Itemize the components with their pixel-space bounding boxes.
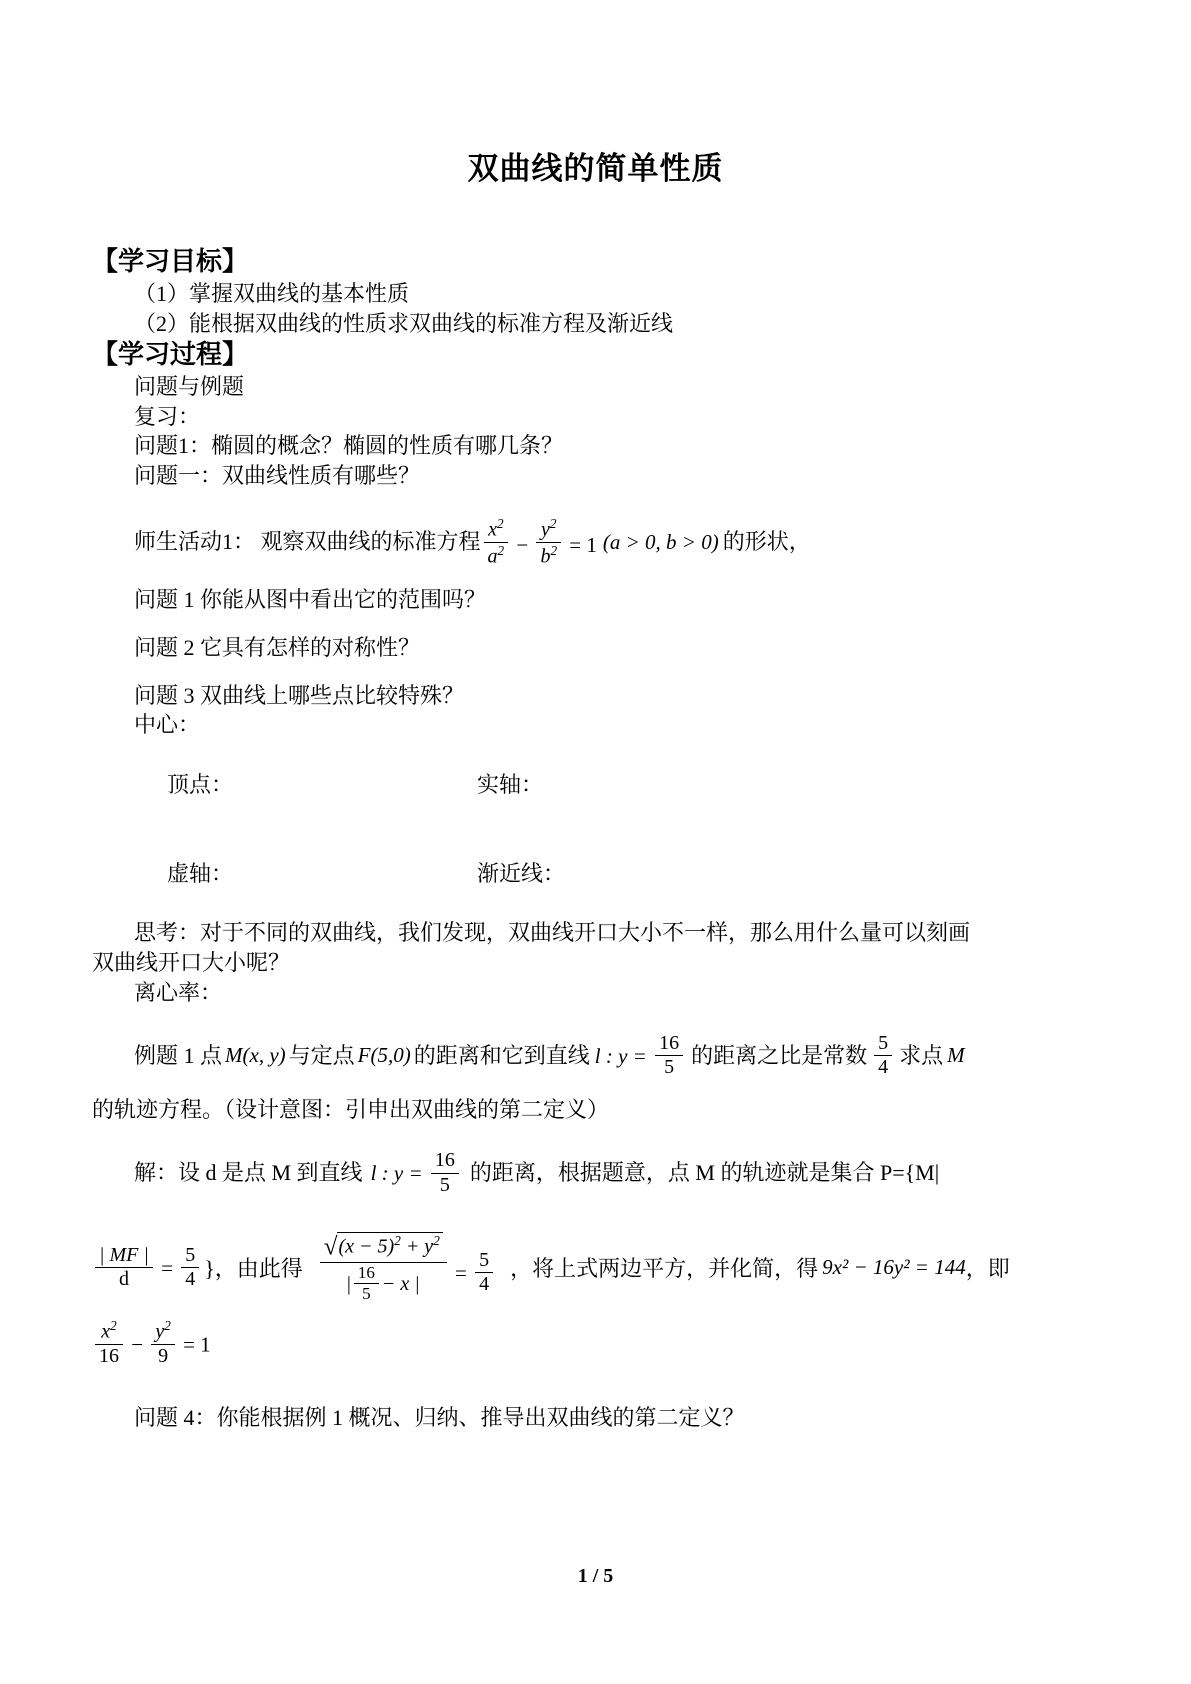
think-line-1: 思考：对于不同的双曲线，我们发现，双曲线开口大小不一样，那么用什么量可以刻画 xyxy=(134,920,971,946)
point-M: M(x, y) xyxy=(225,1043,286,1068)
question-special-points: 问题 3 双曲线上哪些点比较特殊？ xyxy=(134,682,465,708)
think-line-2: 双曲线开口大小呢？ xyxy=(92,949,291,975)
fraction-5-4: $\frac{5}{4}$ xyxy=(874,1033,892,1078)
question-range: 问题 1 你能从图中看出它的范围吗？ xyxy=(134,587,487,613)
tail-M: M xyxy=(947,1043,965,1068)
imaginary-axis-label: 虚轴： xyxy=(167,860,234,886)
objectives-heading: 【学习目标】 xyxy=(92,247,249,277)
solution-lead: 解：设 d 是点 M 到直线 xyxy=(134,1160,363,1186)
activity-1-suffix: 的形状， xyxy=(722,529,811,554)
question-symmetry: 问题 2 它具有怎样的对称性？ xyxy=(134,635,421,661)
solution-derivation-row xyxy=(92,1232,1099,1303)
example-line-2: 的轨迹方程。（设计意图：引申出双曲线的第二定义） xyxy=(92,1096,610,1122)
real-axis-label: 实轴： xyxy=(477,771,544,797)
vertex-real-axis-row xyxy=(92,740,1099,829)
example-mid-4: 求点 xyxy=(899,1042,944,1068)
numerator-sqrt: $√(x - 5)^2 + y^2$ xyxy=(320,1232,447,1263)
solution-mid-1: 的距离，根据题意，点 M 的轨迹就是集合 P={M| xyxy=(469,1160,940,1186)
imaginary-asymptote-row xyxy=(92,829,1099,918)
solution-line-l: l : y = $\frac{16}{5}$ xyxy=(371,1150,462,1195)
question-one: 问题一：双曲线性质有哪些？ xyxy=(134,462,421,488)
solution-line-1 xyxy=(92,1150,1099,1195)
example-mid-2: 的距离和它到直线 xyxy=(413,1042,590,1068)
fraction-5-4-solution: $\frac{5}{4}$ xyxy=(181,1245,199,1290)
solution-brace: }，由此得 xyxy=(204,1255,303,1281)
fraction-5-4-rhs: $\frac{5}{4}$ xyxy=(475,1250,493,1295)
objective-item-1: （1）掌握双曲线的基本性质 xyxy=(134,281,410,307)
fraction-distance-ratio xyxy=(320,1232,447,1303)
process-intro: 问题与例题 xyxy=(134,373,245,399)
final-equation-row xyxy=(92,1319,1099,1367)
minus-sign: − xyxy=(516,532,529,557)
document-body xyxy=(0,246,1191,1433)
objective-item-2: （2）能根据双曲线的性质求双曲线的标准方程及渐近线 xyxy=(134,310,674,336)
simplified-equation: 9x² − 16y² = 144 xyxy=(822,1254,966,1279)
eccentricity-label: 离心率： xyxy=(134,979,223,1005)
solution-mid-3: ，即 xyxy=(965,1255,1010,1281)
equation-rhs: = 1 xyxy=(569,532,597,557)
page-title: 双曲线的简单性质 xyxy=(467,151,724,187)
equation-condition: (a > 0, b > 0) xyxy=(602,529,719,554)
fraction-16-5-solution: $\frac{16}{5}$ xyxy=(431,1150,459,1195)
fraction-y2-b2: $\frac{y^2}{b^2}$ xyxy=(536,517,561,568)
example-mid-1: 与定点 xyxy=(288,1042,355,1068)
vertex-label: 顶点： xyxy=(167,771,234,797)
hyperbola-standard-equation xyxy=(481,517,597,568)
fraction-y2-9: $\frac{y^2}{9}$ xyxy=(151,1319,174,1367)
denominator-abs: | $\frac{16}{5}$ − x | xyxy=(346,1262,420,1303)
example-1-line xyxy=(92,1033,1099,1078)
activity-1-prefix: 师生活动1： 观察双曲线的标准方程 xyxy=(134,529,481,554)
line-l-equation: l : y = $\frac{16}{5}$ xyxy=(595,1033,686,1078)
center-label: 中心： xyxy=(134,712,201,738)
distance-ratio-equation: $√(x - 5)^2 + y^2$ | $\frac{16}{5}$ − x | = $\frac{5}{4}$ xyxy=(317,1232,496,1303)
example-mid-3: 的距离之比是常数 xyxy=(691,1042,868,1068)
final-hyperbola-equation: $\frac{x^2}{16}$ − $\frac{y^2}{9}$ = 1 xyxy=(92,1319,211,1367)
question-4: 问题 4：你能根据例 1 概况、归纳、推导出双曲线的第二定义？ xyxy=(134,1404,745,1430)
question-1: 问题1：椭圆的概念？椭圆的性质有哪几条？ xyxy=(134,433,564,459)
process-heading: 【学习过程】 xyxy=(92,339,249,370)
ratio-constant xyxy=(871,1033,895,1078)
fraction-MF-d: $\frac{| MF |}{d}$ xyxy=(95,1245,153,1290)
page-number: 1 / 5 xyxy=(577,1565,614,1587)
asymptote-label: 渐近线： xyxy=(477,860,566,886)
focus-F: F(5,0) xyxy=(357,1043,411,1068)
ratio-MF-over-d: $\frac{| MF |}{d}$ = $\frac{5}{4}$ xyxy=(92,1245,202,1290)
activity-1-line xyxy=(92,517,1099,568)
fraction-16-5: $\frac{16}{5}$ xyxy=(655,1033,683,1078)
example-1-lead: 例题 1 点 xyxy=(134,1042,223,1068)
fraction-x2-a2: $\frac{x^2}{a^2}$ xyxy=(484,517,509,568)
fraction-x2-16: $\frac{x^2}{16}$ xyxy=(95,1319,123,1367)
review-label: 复习： xyxy=(134,403,201,429)
solution-mid-2: ，将上式两边平方，并化简，得 xyxy=(510,1255,819,1281)
